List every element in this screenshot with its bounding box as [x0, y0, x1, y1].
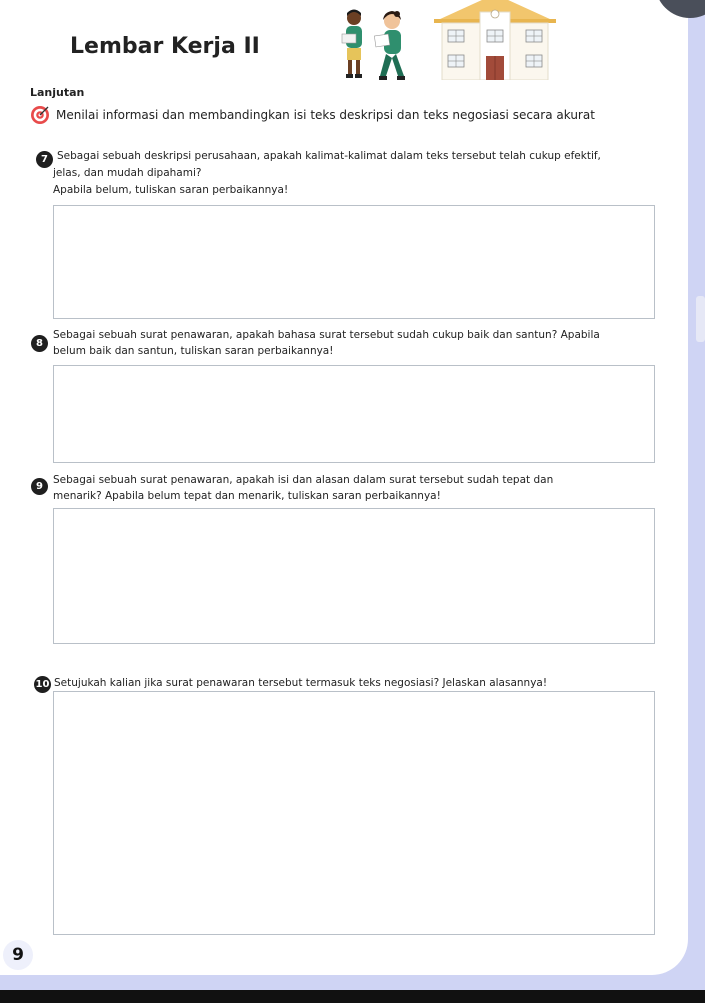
question-10-number: 10	[34, 676, 51, 693]
students-illustration	[334, 6, 414, 84]
question-7-line-2: jelas, dan mudah dipahami?	[53, 167, 202, 179]
side-tab	[696, 296, 705, 342]
bottom-bar	[0, 990, 705, 1003]
question-8-line-1: Sebagai sebuah surat penawaran, apakah bahasa surat tersebut sudah cukup baik dan santun? Apabila	[53, 329, 600, 341]
section-label: Lanjutan	[30, 86, 85, 99]
question-8-answer-box[interactable]	[53, 365, 655, 463]
question-9-line-1: Sebagai sebuah surat penawaran, apakah isi dan alasan dalam surat tersebut sudah tepat dan	[53, 474, 554, 486]
question-7-answer-box[interactable]	[53, 205, 655, 319]
question-8-line-2: belum baik dan santun, tuliskan saran perbaikannya!	[53, 345, 334, 357]
question-8-number: 8	[31, 335, 48, 352]
page-number: 9	[3, 940, 33, 970]
question-10-answer-box[interactable]	[53, 691, 655, 935]
question-9-line-2: menarik? Apabila belum tepat dan menarik, tuliskan saran perbaikannya!	[53, 490, 441, 502]
question-7-line-3: Apabila belum, tuliskan saran perbaikannya!	[53, 184, 289, 196]
question-7-number: 7	[36, 151, 53, 168]
page-title: Lembar Kerja II	[70, 34, 260, 59]
target-icon	[30, 105, 50, 125]
question-7-line-1: Sebagai sebuah deskripsi perusahaan, apakah kalimat-kalimat dalam teks tersebut telah cukup efektif,	[57, 150, 601, 162]
objective-text: Menilai informasi dan membandingkan isi teks deskripsi dan teks negosiasi secara akurat	[56, 108, 595, 122]
learning-objective	[30, 105, 595, 125]
question-9-number: 9	[31, 478, 48, 495]
question-10-line-1: Setujukah kalian jika surat penawaran tersebut termasuk teks negosiasi? Jelaskan alasannya!	[54, 677, 548, 689]
question-9-answer-box[interactable]	[53, 508, 655, 644]
school-building-illustration	[420, 0, 570, 80]
